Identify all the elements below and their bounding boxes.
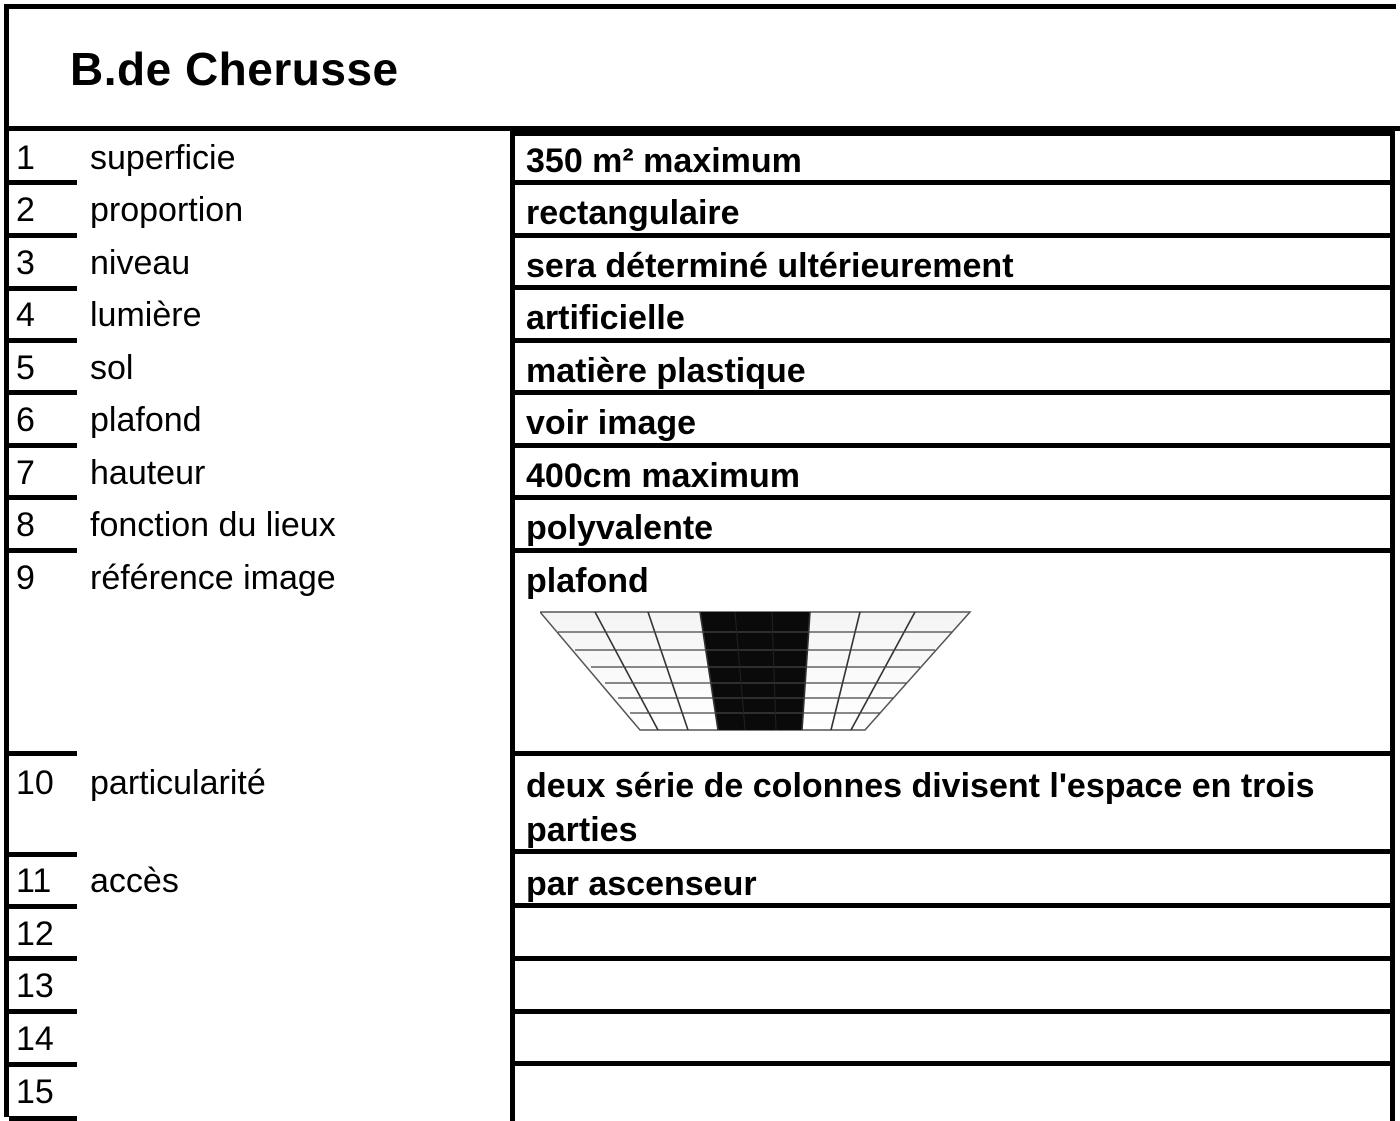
row-value: polyvalente — [526, 509, 714, 547]
row-label: fonction du lieux — [90, 506, 336, 544]
row-label: plafond — [90, 401, 202, 439]
row-number: 12 — [16, 915, 54, 953]
row-number: 1 — [16, 139, 35, 177]
row-label: sol — [90, 349, 134, 387]
table-row — [0, 341, 1400, 393]
table-row — [0, 959, 1400, 1011]
row-value: 400cm maximum — [526, 457, 801, 495]
row-label: hauteur — [90, 454, 206, 492]
row-value: plafond — [526, 562, 649, 600]
row-value: artificielle — [526, 299, 685, 337]
row-number: 6 — [16, 401, 35, 439]
row-label: accès — [90, 862, 179, 900]
row-number: 14 — [16, 1020, 54, 1058]
value-box — [515, 1065, 1395, 1121]
row-number: 13 — [16, 967, 54, 1005]
row-value: deux série de colonnes divisent l'espace en trois parties — [526, 767, 1315, 849]
row-value: matière plastique — [526, 352, 806, 390]
row-label: niveau — [90, 244, 191, 282]
row-value: par ascenseur — [526, 865, 757, 903]
ceiling-grid-photo-icon — [540, 610, 972, 732]
table-row — [0, 854, 1400, 906]
table-row — [0, 131, 1400, 183]
row-number: 2 — [16, 191, 35, 229]
number-underline — [9, 1116, 77, 1121]
row-label: proportion — [90, 191, 244, 229]
row-number: 15 — [16, 1073, 54, 1111]
row-label: lumière — [90, 296, 202, 334]
value-box — [515, 959, 1395, 1014]
row-value: sera déterminé ultérieurement — [526, 247, 1014, 285]
table-row — [0, 236, 1400, 288]
table-row — [0, 393, 1400, 445]
row-number: 5 — [16, 349, 35, 387]
row-value: rectangulaire — [526, 194, 740, 232]
row-label: référence image — [90, 559, 336, 597]
row-number: 7 — [16, 454, 35, 492]
table-row — [0, 1012, 1400, 1064]
table-row — [0, 183, 1400, 235]
row-value: voir image — [526, 404, 697, 442]
row-label: particularité — [90, 764, 266, 802]
row-number: 3 — [16, 244, 35, 282]
value-box — [515, 907, 1395, 961]
row-number: 11 — [16, 862, 52, 900]
page-title: B.de Cherusse — [70, 43, 399, 95]
row-number: 10 — [16, 764, 54, 802]
table-row — [0, 1065, 1400, 1121]
row-value: 350 m² maximum — [526, 142, 802, 180]
table-row — [0, 288, 1400, 340]
table-row — [0, 498, 1400, 550]
row-number: 8 — [16, 506, 35, 544]
row-label: superficie — [90, 139, 236, 177]
value-box — [515, 1012, 1395, 1066]
row-number: 9 — [16, 559, 35, 597]
table-row — [0, 756, 1400, 853]
table-row — [0, 907, 1400, 959]
table-row — [0, 446, 1400, 498]
row-number: 4 — [16, 296, 35, 334]
